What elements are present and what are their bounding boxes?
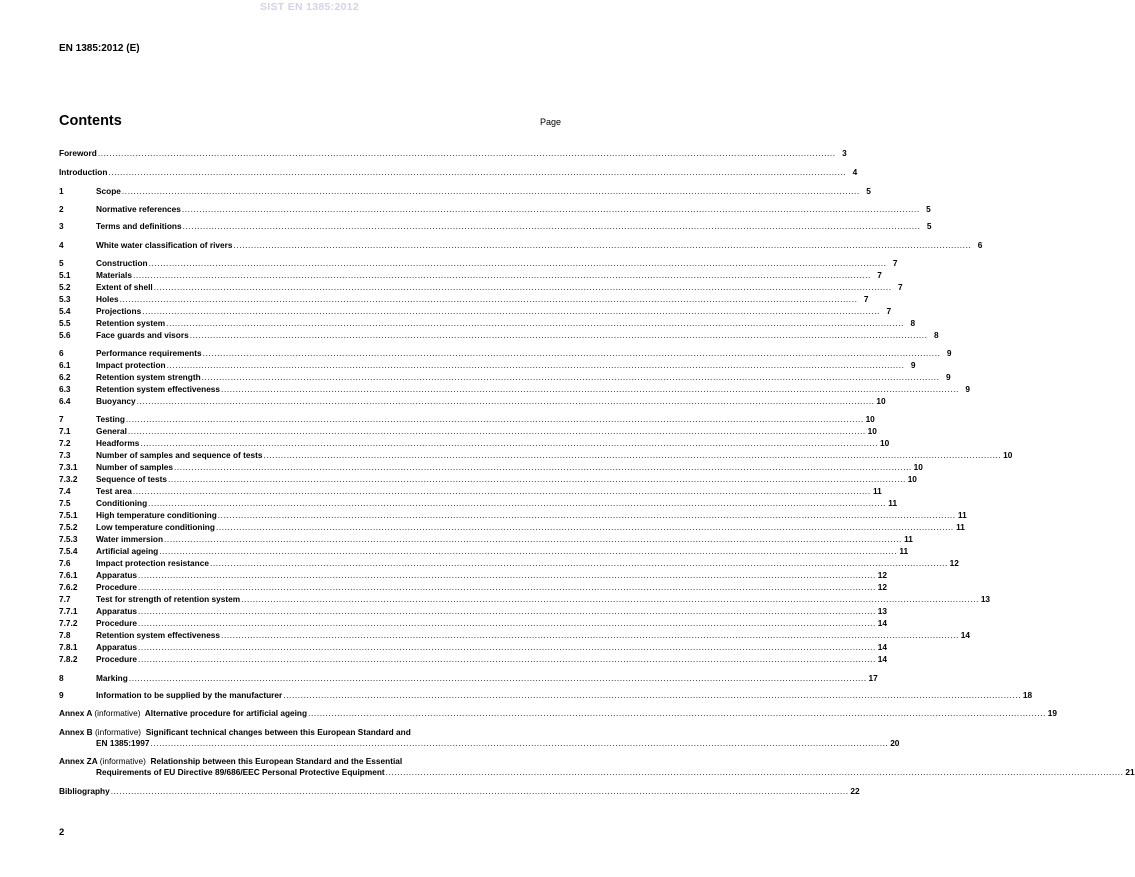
dot-leader: ..............................................................................................................................................................................................................................................................: [119, 294, 858, 304]
toc-page-number: 10: [1003, 450, 1013, 460]
toc-number: 7.5.3: [59, 534, 78, 544]
toc-number: 7.8.2: [59, 654, 78, 664]
toc-title[interactable]: Procedure: [96, 582, 138, 592]
toc-title[interactable]: Construction: [96, 258, 148, 268]
toc-page-number: 10: [880, 438, 890, 448]
toc-number: 5.6: [59, 330, 71, 340]
toc-entry[interactable]: [59, 582, 887, 594]
toc-page-number: 14: [960, 630, 970, 640]
toc-number: 2: [59, 204, 64, 214]
toc-number: 1: [59, 186, 64, 196]
toc-page-number: 9: [946, 348, 952, 358]
dot-leader: ..............................................................................................................................................................................................................................................................: [138, 654, 876, 664]
toc-number: 9: [59, 690, 64, 700]
toc-number: 7.5.2: [59, 522, 78, 532]
toc-entry[interactable]: [59, 558, 959, 570]
toc-title[interactable]: Apparatus: [96, 642, 138, 652]
toc-number: 6.4: [59, 396, 71, 406]
dot-leader: ..............................................................................................................................................................................................................................................................: [140, 438, 879, 448]
toc-title[interactable]: Number of samples and sequence of tests: [96, 450, 263, 460]
toc-title[interactable]: Procedure: [96, 654, 138, 664]
toc-title[interactable]: Retention system effectiveness: [96, 384, 221, 394]
toc-page-number: 4: [852, 167, 858, 177]
toc-title[interactable]: Artificial ageing: [96, 546, 159, 556]
toc-entry[interactable]: [59, 474, 917, 486]
annex-title-continued[interactable]: Requirements of EU Directive 89/686/EEC Personal Protective Equipment: [96, 767, 385, 777]
dot-leader: ..............................................................................................................................................................................................................................................................: [221, 384, 959, 394]
annex-label: Annex B: [59, 727, 93, 737]
toc-page-number: 12: [877, 582, 887, 592]
annex-label: Annex A: [59, 708, 93, 718]
toc-entry[interactable]: [59, 654, 887, 666]
toc-title[interactable]: Headforms: [96, 438, 140, 448]
toc-page-number: 14: [877, 618, 887, 628]
toc-page-number: 7: [886, 306, 892, 316]
toc-entry[interactable]: [59, 426, 877, 438]
toc-entry[interactable]: [59, 282, 903, 294]
dot-leader: ..............................................................................................................................................................................................................................................................: [241, 594, 980, 604]
toc-title[interactable]: Apparatus: [96, 570, 138, 580]
toc-entry[interactable]: [59, 384, 970, 396]
toc-page-number: 22: [850, 786, 860, 796]
toc-entry[interactable]: [59, 594, 991, 606]
toc-entry[interactable]: [59, 690, 1033, 702]
toc-page-number: 18: [1022, 690, 1033, 700]
toc-entry[interactable]: [59, 673, 878, 685]
toc-page-number: 12: [877, 570, 887, 580]
toc-entry[interactable]: [59, 546, 909, 558]
toc-page-number: 11: [872, 486, 882, 496]
dot-leader: ..............................................................................................................................................................................................................................................................: [189, 330, 928, 340]
toc-page-number: 13: [980, 594, 991, 604]
dot-leader: ..............................................................................................................................................................................................................................................................: [215, 522, 954, 532]
toc-entry[interactable]: [59, 167, 858, 179]
toc-entry[interactable]: [59, 438, 890, 450]
dot-leader: ..............................................................................................................................................................................................................................................................: [148, 258, 887, 268]
toc-title[interactable]: Apparatus: [96, 606, 138, 616]
toc-entry[interactable]: [59, 522, 965, 534]
toc-page-number: 8: [933, 330, 939, 340]
annex-entry[interactable]: [59, 756, 1135, 779]
toc-number: 5.4: [59, 306, 71, 316]
toc-title[interactable]: Low temperature conditioning: [96, 522, 215, 532]
toc-title[interactable]: Retention system effectiveness: [96, 630, 221, 640]
toc-entry[interactable]: [59, 396, 886, 408]
toc-page-number: 19: [1047, 708, 1057, 718]
toc-title[interactable]: General: [96, 426, 127, 436]
toc-entry[interactable]: [59, 462, 923, 474]
dot-leader: ..............................................................................................................................................................................................................................................................: [263, 450, 1002, 460]
toc-page-number: 13: [877, 606, 887, 616]
toc-number: 7.5.4: [59, 546, 78, 556]
toc-number: 7.3: [59, 450, 71, 460]
toc-entry[interactable]: [59, 360, 916, 372]
toc-entry[interactable]: [59, 510, 967, 522]
toc-title[interactable]: Test area: [96, 486, 132, 496]
toc-number: 7.7.1: [59, 606, 78, 616]
toc-page-number: 5: [926, 204, 931, 214]
toc-page-number: 14: [877, 642, 887, 652]
dot-leader: ..............................................................................................................................................................................................................................................................: [138, 606, 876, 616]
toc-title[interactable]: Terms and definitions: [96, 221, 182, 231]
dot-leader: ..............................................................................................................................................................................................................................................................: [181, 204, 920, 214]
toc-title[interactable]: Test for strength of retention system: [96, 594, 241, 604]
toc-entry[interactable]: [59, 270, 882, 282]
dot-leader: ..............................................................................................................................................................................................................................................................: [108, 167, 847, 177]
annex-entry[interactable]: [59, 708, 1057, 719]
toc-number: 5.1: [59, 270, 71, 280]
annex-type: (informative): [99, 756, 146, 766]
toc-page-number: 10: [876, 396, 886, 406]
toc-number: 5.2: [59, 282, 71, 292]
dot-leader: ..............................................................................................................................................................................................................................................................: [221, 630, 959, 640]
annex-label: Annex ZA: [59, 756, 98, 766]
toc-number: 7.6: [59, 558, 71, 568]
toc-entry[interactable]: [59, 618, 887, 630]
toc-page-number: 12: [949, 558, 959, 568]
dot-leader: ..............................................................................................................................................................................................................................................................: [159, 546, 898, 556]
toc-title[interactable]: Holes: [96, 294, 119, 304]
dot-leader: ..............................................................................................................................................................................................................................................................: [164, 534, 902, 544]
annex-entry[interactable]: [59, 727, 900, 750]
toc-entry[interactable]: [59, 258, 898, 270]
toc-page-number: 7: [877, 270, 882, 280]
dot-leader: ..............................................................................................................................................................................................................................................................: [110, 786, 849, 796]
toc-number: 3: [59, 221, 64, 231]
toc-page-number: 7: [863, 294, 869, 304]
bibliography-entry[interactable]: [59, 786, 860, 798]
toc-number: 6.3: [59, 384, 71, 394]
page-column-label: Page: [540, 117, 562, 127]
toc-page-number: 9: [945, 372, 951, 382]
dot-leader: ..............................................................................................................................................................................................................................................................: [174, 462, 912, 472]
toc-page-number: 10: [867, 426, 877, 436]
toc-title[interactable]: Projections: [96, 306, 142, 316]
toc-title[interactable]: Retention system strength: [96, 372, 201, 382]
toc-title[interactable]: Marking: [96, 673, 128, 683]
toc-page-number: 6: [977, 240, 983, 250]
document-id-header: EN 1385:2012 (E): [59, 43, 140, 54]
toc-page-number: 11: [904, 534, 913, 544]
toc-number: 7.8: [59, 630, 71, 640]
toc-page-number: 17: [868, 673, 878, 683]
toc-title[interactable]: Extent of shell: [96, 282, 153, 292]
toc-title[interactable]: Introduction: [59, 167, 108, 177]
toc-number: 7.3.2: [59, 474, 78, 484]
dot-leader: ..............................................................................................................................................................................................................................................................: [150, 738, 889, 748]
toc-number: 7.2: [59, 438, 71, 448]
toc-title[interactable]: Face guards and visors: [96, 330, 189, 340]
dot-leader: ..............................................................................................................................................................................................................................................................: [166, 318, 905, 328]
toc-entry[interactable]: [59, 318, 916, 330]
dot-leader: ..............................................................................................................................................................................................................................................................: [142, 306, 881, 316]
toc-page-number: 5: [866, 186, 871, 196]
dot-leader: ..............................................................................................................................................................................................................................................................: [138, 582, 876, 592]
toc-entry[interactable]: [59, 372, 951, 384]
dot-leader: ..............................................................................................................................................................................................................................................................: [308, 708, 1046, 718]
dot-leader: ..............................................................................................................................................................................................................................................................: [136, 396, 875, 406]
toc-number: 7.1: [59, 426, 71, 436]
toc-page-number: 5: [926, 221, 932, 231]
annex-type: (informative): [94, 727, 142, 737]
toc-page-number: 21: [1125, 767, 1135, 777]
toc-number: 5.3: [59, 294, 71, 304]
toc-page-number: 10: [907, 474, 917, 484]
dot-leader: ..............................................................................................................................................................................................................................................................: [128, 673, 867, 683]
toc-title[interactable]: Materials: [96, 270, 132, 280]
dot-leader: ..............................................................................................................................................................................................................................................................: [132, 270, 871, 280]
dot-leader: ..............................................................................................................................................................................................................................................................: [168, 474, 906, 484]
toc-number: 7.4: [59, 486, 71, 496]
page-number: 2: [59, 827, 65, 838]
toc-entry[interactable]: [59, 221, 932, 233]
dot-leader: ..............................................................................................................................................................................................................................................................: [201, 372, 940, 382]
toc-number: 7.8.1: [59, 642, 78, 652]
toc-page-number: 10: [865, 414, 875, 424]
dot-leader: ..............................................................................................................................................................................................................................................................: [182, 221, 921, 231]
toc-page-number: 11: [957, 510, 967, 520]
dot-leader: ..............................................................................................................................................................................................................................................................: [125, 414, 864, 424]
toc-entry[interactable]: [59, 486, 882, 498]
toc-entry[interactable]: [59, 240, 983, 252]
annex-type: (informative): [94, 708, 141, 718]
toc-title[interactable]: Information to be supplied by the manufacturer: [96, 690, 283, 700]
dot-leader: ..............................................................................................................................................................................................................................................................: [385, 767, 1124, 777]
dot-leader: ..............................................................................................................................................................................................................................................................: [233, 240, 972, 250]
toc-entry[interactable]: [59, 330, 939, 342]
dot-leader: ..............................................................................................................................................................................................................................................................: [138, 642, 876, 652]
dot-leader: ..............................................................................................................................................................................................................................................................: [97, 148, 836, 158]
annex-title[interactable]: Relationship between this European Standard and the Essential: [150, 756, 403, 766]
toc-page-number: 7: [892, 258, 898, 268]
annex-title[interactable]: Alternative procedure for artificial ageing: [144, 708, 308, 718]
toc-entry[interactable]: [59, 414, 875, 426]
annex-title[interactable]: Significant technical changes between this European Standard and: [145, 727, 411, 737]
toc-page-number: 11: [956, 522, 965, 532]
toc-entry[interactable]: [59, 630, 970, 642]
dot-leader: ..............................................................................................................................................................................................................................................................: [127, 426, 866, 436]
toc-entry[interactable]: [59, 186, 871, 198]
toc-page-number: 3: [842, 148, 847, 158]
toc-title[interactable]: Number of samples: [96, 462, 173, 472]
dot-leader: ..............................................................................................................................................................................................................................................................: [132, 486, 871, 496]
toc-number: 6: [59, 348, 64, 358]
dot-leader: ..............................................................................................................................................................................................................................................................: [148, 498, 887, 508]
toc-title[interactable]: Buoyancy: [96, 396, 136, 406]
toc-entry[interactable]: [59, 606, 887, 618]
toc-page-number: 9: [965, 384, 970, 394]
dot-leader: ..............................................................................................................................................................................................................................................................: [138, 618, 876, 628]
toc-title[interactable]: High temperature conditioning: [96, 510, 217, 520]
toc-page-number: 9: [910, 360, 916, 370]
dot-leader: ..............................................................................................................................................................................................................................................................: [217, 510, 956, 520]
dot-leader: ..............................................................................................................................................................................................................................................................: [153, 282, 892, 292]
contents-heading: Contents: [59, 113, 122, 129]
toc-title[interactable]: Retention system: [96, 318, 166, 328]
toc-entry[interactable]: [59, 570, 887, 582]
toc-number: 5.5: [59, 318, 71, 328]
toc-page-number: 11: [899, 546, 909, 556]
toc-title[interactable]: Scope: [96, 186, 121, 196]
toc-entry[interactable]: [59, 642, 887, 654]
toc-number: 7.6.2: [59, 582, 78, 592]
toc-title[interactable]: Water immersion: [96, 534, 164, 544]
dot-leader: ..............................................................................................................................................................................................................................................................: [202, 348, 941, 358]
toc-title[interactable]: Foreword: [59, 148, 97, 158]
toc-number: 7: [59, 414, 64, 424]
toc-entry[interactable]: [59, 306, 892, 318]
toc-title[interactable]: Impact protection: [96, 360, 166, 370]
toc-page-number: 14: [877, 654, 887, 664]
toc-page-number: 11: [888, 498, 898, 508]
toc-title[interactable]: Normative references: [96, 204, 181, 214]
toc-title[interactable]: Sequence of tests: [96, 474, 168, 484]
annex-title-continued[interactable]: EN 1385:1997: [96, 738, 150, 748]
toc-number: 6.2: [59, 372, 71, 382]
toc-number: 7.3.1: [59, 462, 78, 472]
dot-leader: ..............................................................................................................................................................................................................................................................: [121, 186, 860, 196]
dot-leader: ..............................................................................................................................................................................................................................................................: [283, 690, 1022, 700]
toc-number: 5: [59, 258, 64, 268]
toc-title[interactable]: Performance requirements: [96, 348, 202, 358]
toc-page-number: 20: [890, 738, 900, 748]
dot-leader: ..............................................................................................................................................................................................................................................................: [138, 570, 876, 580]
toc-title[interactable]: Bibliography: [59, 786, 110, 796]
toc-title[interactable]: Impact protection resistance: [96, 558, 209, 568]
toc-number: 7.7: [59, 594, 71, 604]
dot-leader: ..............................................................................................................................................................................................................................................................: [209, 558, 948, 568]
toc-entry[interactable]: [59, 148, 847, 160]
toc-number: 7.5: [59, 498, 71, 508]
toc-title[interactable]: Conditioning: [96, 498, 148, 508]
toc-title[interactable]: Procedure: [96, 618, 138, 628]
toc-entry[interactable]: [59, 294, 869, 306]
toc-number: 7.7.2: [59, 618, 78, 628]
dot-leader: ..............................................................................................................................................................................................................................................................: [166, 360, 905, 370]
watermark: SIST EN 1385:2012: [259, 1, 360, 13]
toc-entry[interactable]: [59, 204, 931, 216]
toc-number: 8: [59, 673, 64, 683]
toc-number: 4: [59, 240, 64, 250]
toc-entry[interactable]: [59, 498, 898, 510]
toc-number: 6.1: [59, 360, 71, 370]
toc-page-number: 7: [898, 282, 903, 292]
toc-number: 7.5.1: [59, 510, 78, 520]
toc-title[interactable]: White water classification of rivers: [96, 240, 233, 250]
toc-page-number: 10: [913, 462, 923, 472]
toc-number: 7.6.1: [59, 570, 78, 580]
toc-entry[interactable]: [59, 450, 1013, 462]
toc-entry[interactable]: [59, 348, 952, 360]
toc-entry[interactable]: [59, 534, 913, 546]
toc-page-number: 8: [910, 318, 916, 328]
toc-title[interactable]: Testing: [96, 414, 125, 424]
